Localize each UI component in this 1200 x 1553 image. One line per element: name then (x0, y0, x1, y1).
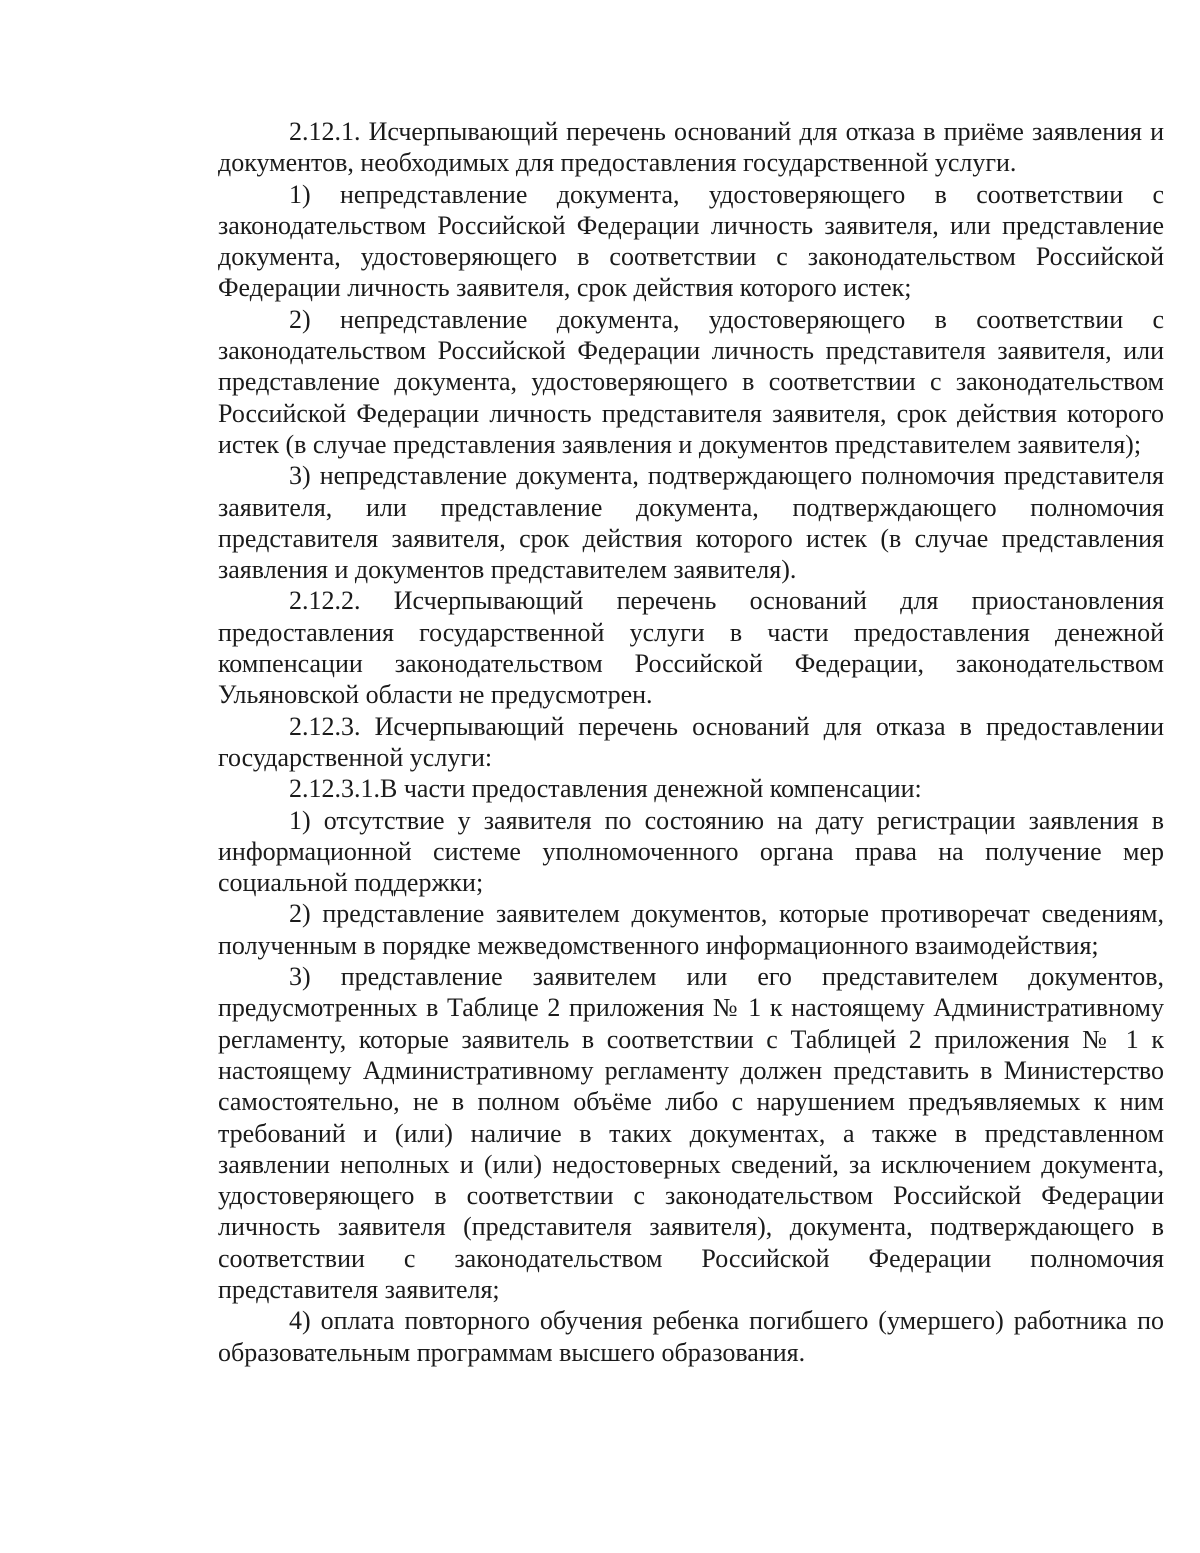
paragraph-item-1: 1) непредставление документа, удостоверяющего в соответствии с законодательством Российской Федерации личность заявителя, или представление документа, удостоверяющего в соответствии с законодательством Российской Федерации личность заявителя, срок действия которого истек; (218, 179, 1164, 303)
paragraph-item-3: 3) непредставление документа, подтверждающего полномочия представителя заявителя, или представление документа, подтверждающего полномочия представителя заявителя, срок действия которого истек (в случае представления заявления и документов представителем заявителя). (218, 461, 1164, 585)
document-body (218, 116, 1164, 1368)
paragraph-compensation-item-1: 1) отсутствие у заявителя по состоянию на дату регистрации заявления в информационной системе уполномоченного органа права на получение мер социальной поддержки; (218, 805, 1164, 898)
paragraph-2-12-3-1: 2.12.3.1.В части предоставления денежной компенсации: (289, 774, 922, 804)
paragraph-2-12-2: 2.12.2. Исчерпывающий перечень оснований для приостановления предоставления государственной услуги в части предоставления денежной компенсации законодательством Российской Федерации, законодательством Ульяновской области не предусмотрен. (218, 586, 1164, 710)
paragraph-compensation-item-3: 3) представление заявителем или его представителем документов, предусмотренных в Таблице 2 приложения № 1 к настоящему Административному регламенту, которые заявитель в соответствии с Таблицей 2 приложения № 1 к настоящему Административному регламенту должен представить в Министерство самостоятельно, не в полном объёме либо с нарушением предъявляемых к ним требований и (или) наличие в таких документах, а также в представленном заявлении неполных и (или) недостоверных сведений, за исключением документа, удостоверяющего в соответствии с законодательством Российской Федерации личность заявителя (представителя заявителя), документа, подтверждающего в соответствии с законодательством Российской Федерации полномочия представителя заявителя; (218, 962, 1164, 1304)
paragraph-item-2: 2) непредставление документа, удостоверяющего в соответствии с законодательством Российской Федерации личность представителя заявителя, или представление документа, удостоверяющего в соответствии с законодательством Российской Федерации личность представителя заявителя, срок действия которого истек (в случае представления заявления и документов представителем заявителя); (218, 304, 1164, 459)
paragraph-2-12-1: 2.12.1. Исчерпывающий перечень оснований для отказа в приёме заявления и документов, необходимых для предоставления государственной услуги. (218, 117, 1164, 178)
paragraph-compensation-item-2: 2) представление заявителем документов, которые противоречат сведениям, полученным в порядке межведомственного информационного взаимодействия; (218, 899, 1164, 960)
paragraph-compensation-item-4: 4) оплата повторного обучения ребенка погибшего (умершего) работника по образовательным программам высшего образования. (218, 1306, 1164, 1367)
paragraph-2-12-3: 2.12.3. Исчерпывающий перечень оснований для отказа в предоставлении государственной услуги: (218, 711, 1164, 772)
